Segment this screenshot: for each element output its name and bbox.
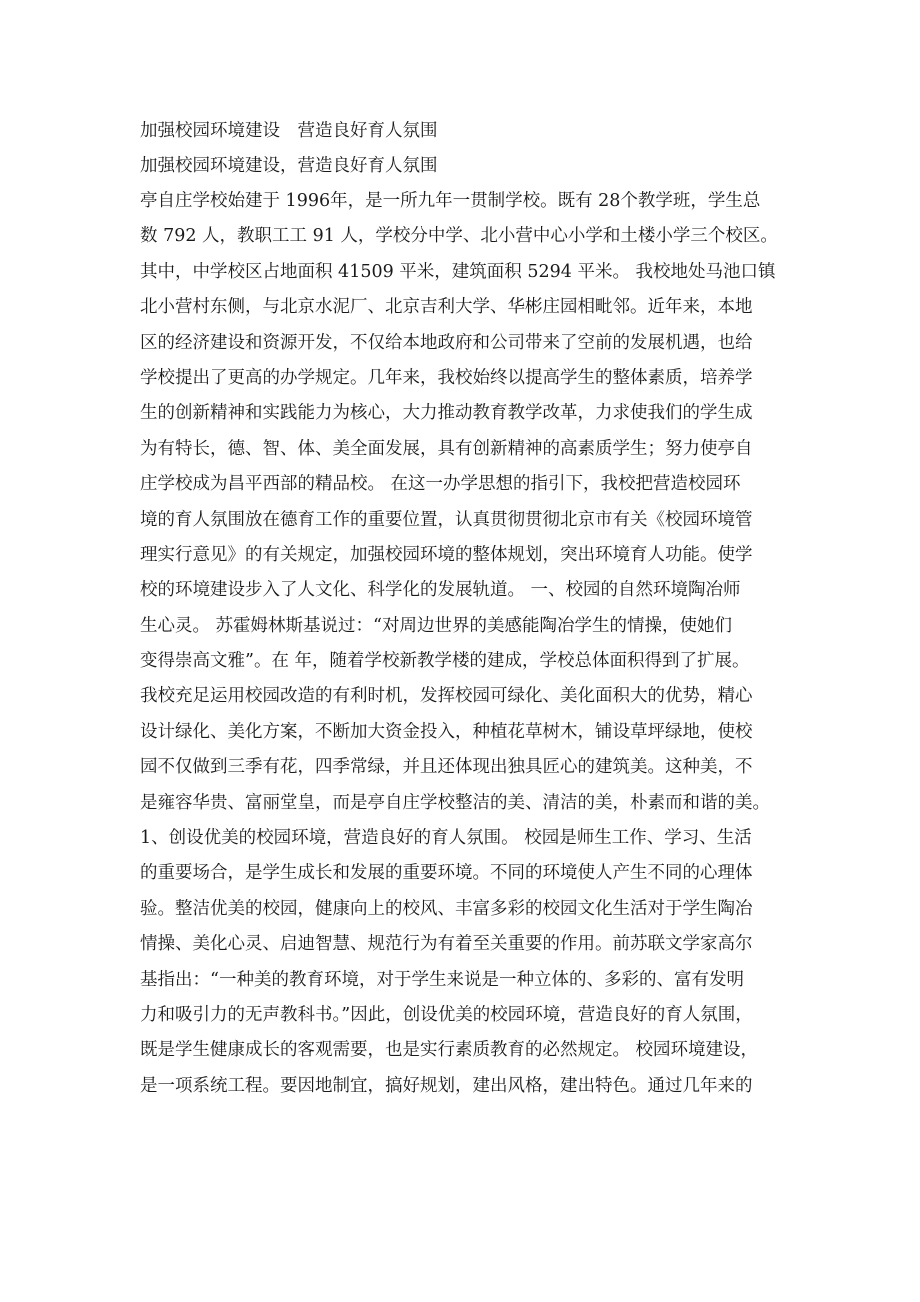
text-line: 学校提出了更高的办学规定。几年来，我校始终以提高学生的整体素质，培养学 — [140, 367, 753, 388]
text-line: 其中，中学校区占地面积 41509 平米，建筑面积 5294 平米。 我校地处马池口镇 — [140, 261, 776, 282]
document-body — [140, 114, 800, 1104]
text-line: 为有特长，德、智、体、美全面发展，具有创新精神的高素质学生；努力使亭自 — [140, 438, 753, 459]
text-line: 设计绿化、美化方案，不断加大资金投入，种植花草树木，铺设草坪绿地，使校 — [140, 721, 753, 742]
text-line: 情操、美化心灵、启迪智慧、规范行为有着至关重要的作用。前苏联文学家高尔 — [140, 934, 753, 955]
text-line: 校的环境建设步入了人文化、科学化的发展轨道。 一、校园的自然环境陶冶师 — [140, 580, 741, 601]
document-title: 加强校园环境建设 营造良好育人氛围 — [140, 121, 438, 141]
text-line: 园不仅做到三季有花，四季常绿，并且还体现出独具匠心的建筑美。这种美，不 — [140, 757, 753, 778]
document-subtitle: 加强校园环境建设，营造良好育人氛围 — [140, 156, 438, 176]
text-line: 的重要场合，是学生成长和发展的重要环境。不同的环境使人产生不同的心理体 — [140, 863, 753, 884]
text-line: 生的创新精神和实践能力为核心，大力推动教育教学改革，力求使我们的学生成 — [140, 403, 753, 424]
text-line: 验。整洁优美的校园，健康向上的校风、丰富多彩的校园文化生活对于学生陶冶 — [140, 898, 753, 919]
text-line: 庄学校成为昌平西部的精品校。 在这一办学思想的指引下，我校把营造校园环 — [140, 474, 741, 495]
text-line: 既是学生健康成长的客观需要，也是实行素质教育的必然规定。 校园环境建设， — [140, 1040, 759, 1061]
text-line: 我校充足运用校园改造的有利时机，发挥校园可绿化、美化面积大的优势，精心 — [140, 686, 753, 707]
text-line: 北小营村东侧，与北京水泥厂、北京吉利大学、华彬庄园相毗邻。近年来，本地 — [140, 297, 753, 318]
text-line: 力和吸引力的无声教科书。”因此，创设优美的校园环境，营造良好的育人氛围， — [140, 1004, 753, 1025]
text-line: 1、创设优美的校园环境，营造良好的育人氛围。 校园是师生工作、学习、生活 — [140, 828, 752, 849]
text-line: 境的育人氛围放在德育工作的重要位置，认真贯彻贯彻北京市有关《校园环境管 — [140, 509, 753, 530]
text-line: 基指出：“一种美的教育环境，对于学生来说是一种立体的、多彩的、富有发明 — [140, 969, 744, 990]
text-line: 变得崇高文雅”。在 年，随着学校新教学楼的建成，学校总体面积得到了扩展。 — [140, 651, 750, 672]
text-line: 生心灵。 苏霍姆林斯基说过：“对周边世界的美感能陶冶学生的情操，使她们 — [140, 615, 733, 636]
text-line: 数 792 人，教职工工 91 人，学校分中学、北小营中心小学和土楼小学三个校区。 — [140, 226, 778, 247]
text-line: 区的经济建设和资源开发，不仅给本地政府和公司带来了空前的发展机遇，也给 — [140, 332, 753, 353]
text-line: 理实行意见》的有关规定，加强校园环境的整体规划，突出环境育人功能。使学 — [140, 544, 753, 565]
text-line: 是雍容华贵、富丽堂皇，而是亭自庄学校整洁的美、清洁的美，朴素而和谐的美。 — [140, 792, 770, 813]
text-line: 亭自庄学校始建于 1996年，是一所九年一贯制学校。既有 28个教学班，学生总 — [140, 191, 761, 211]
text-line: 是一项系统工程。要因地制宜，搞好规划，建出风格，建出特色。通过几年来的 — [140, 1075, 753, 1096]
